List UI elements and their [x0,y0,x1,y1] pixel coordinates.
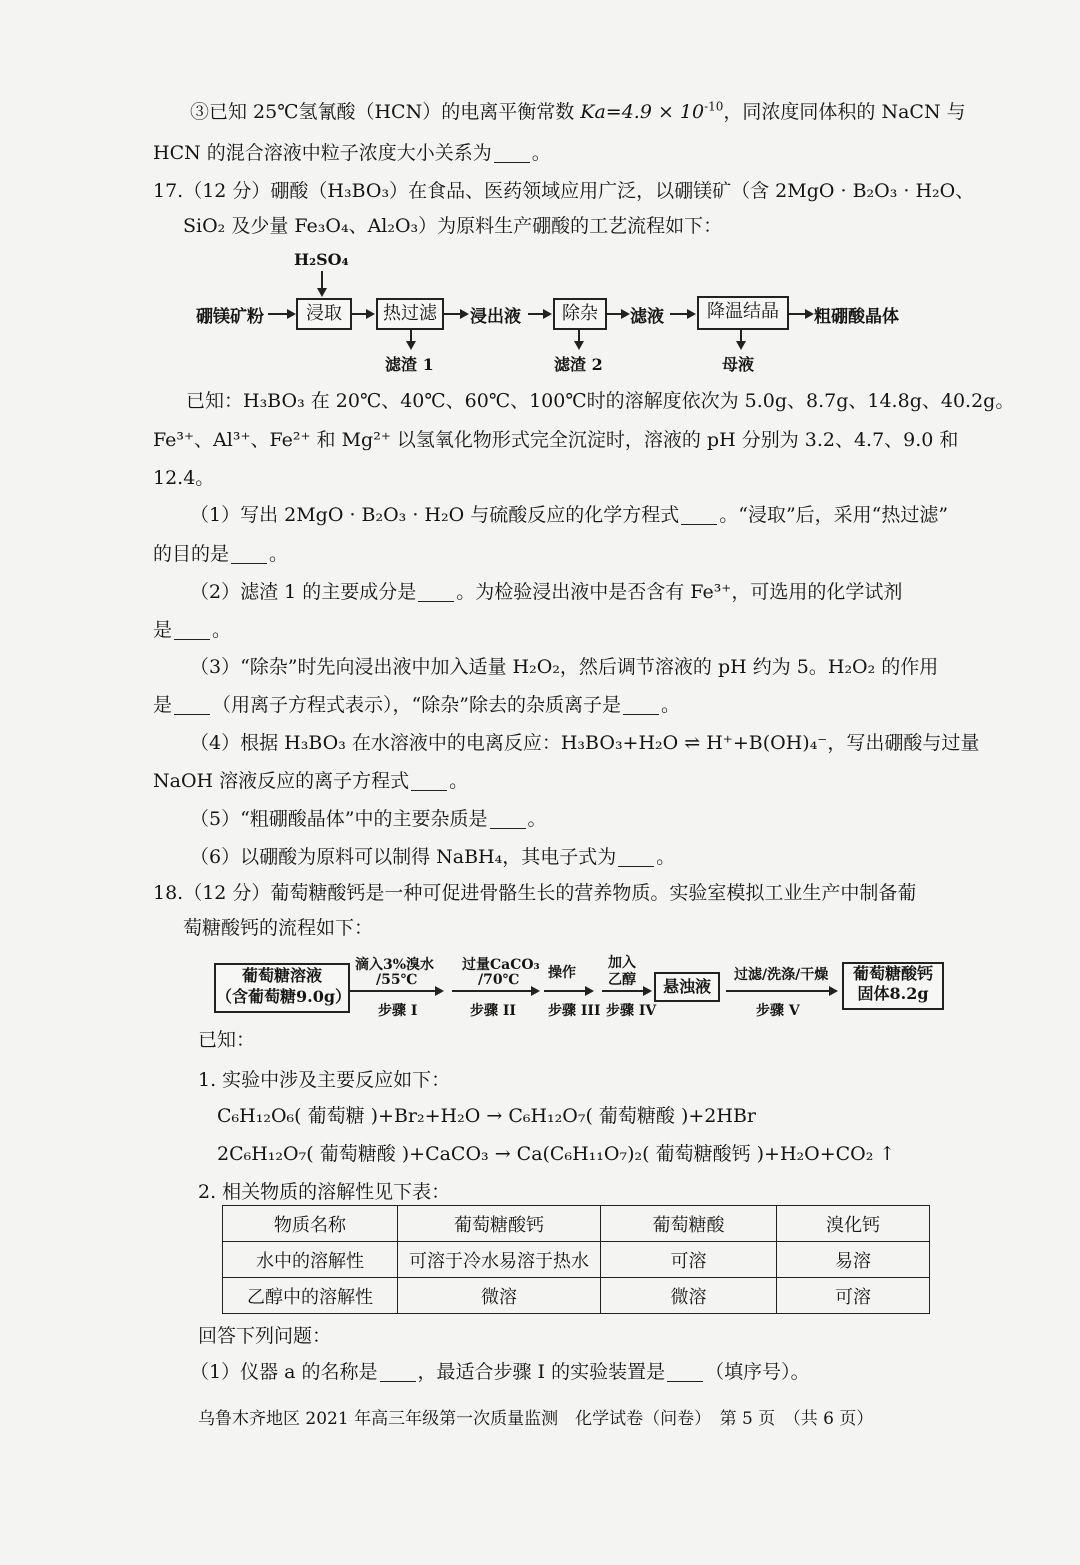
answer-blank[interactable] [681,504,717,525]
flow-box-purify: 除杂 [553,298,607,330]
flow-leachate: 浸出液 [470,307,521,327]
answer-blank[interactable] [667,1361,703,1382]
flow-box-crystallize: 降温结晶 [697,296,789,330]
step1-condition: 滴入3%溴水 [355,957,435,973]
q17-intro-line2: SiO₂ 及少量 Fe₃O₄、Al₂O₃）为原料生产硼酸的工艺流程如下： [183,215,723,237]
q17-known-2: Fe³⁺、Al³⁺、Fe²⁺ 和 Mg²⁺ 以氢氧化物形式完全沉淀时，溶液的 pH 分别为 3.2、4.7、9.0 和 [153,429,959,451]
flow-arrow-2 [351,313,373,315]
step4-condition: 加入 [608,955,636,971]
step4-label: 步骤 IV [606,1003,657,1019]
q17-intro-line1: 17.（12 分）硼酸（H₃BO₃）在食品、医药领域应用广泛，以硼镁矿（含 2MgO · B₂O₃ · H₂O、 [153,180,975,202]
ka-exponent: -10 [704,99,724,114]
table-header-cell: 葡萄糖酸钙 [398,1206,601,1242]
q17-p3-text: 是 [153,694,173,716]
flow-arrow-5 [606,313,628,315]
answer-blank[interactable] [174,694,210,715]
flow-arrow-1 [268,313,294,315]
q18-equation-2: 2C₆H₁₂O₇( 葡萄糖酸 )+CaCO₃ → Ca(C₆H₁₁O₇)₂( 葡萄糖酸钙 )+H₂O+CO₂ ↑ [217,1143,896,1165]
flow-residue-2: 滤渣 2 [554,355,603,374]
table-row [223,1242,930,1278]
q17-part6 [190,843,675,871]
period: 。 [660,694,680,716]
flow-end-product: 粗硼酸晶体 [814,307,899,327]
step5-label: 步骤 V [756,1003,800,1019]
solubility-table [222,1205,930,1314]
q18-known: 已知： [198,1029,256,1051]
flow-arrow-6 [670,313,694,315]
q18-p1-text2: ，最适合步骤 I 的实验装置是 [417,1361,666,1383]
q17-part2-line1 [190,578,902,606]
flow-box-hot-filter: 热过滤 [376,298,444,330]
q17-known-1: 已知：H₃BO₃ 在 20℃、40℃、60℃、100℃时的溶解度依次为 5.0g、8.7g、14.8g、40.2g。 [186,390,1015,412]
q17-p6-text: （6）以硼酸为原料可以制得 NaBH₄，其电子式为 [190,846,617,868]
q17-part5 [190,805,547,833]
q17-p5-text: （5）“粗硼酸晶体”中的主要杂质是 [190,808,488,830]
step3-condition: 操作 [548,965,576,981]
q17-p4-text: NaOH 溶液反应的离子方程式 [153,770,410,792]
answer-blank[interactable] [494,142,530,163]
table-header-row [223,1206,930,1242]
q17-p3-text2: （用离子方程式表示），“除杂”除去的杂质离子是 [212,694,621,716]
q18-answer-prompt: 回答下列问题： [198,1325,332,1347]
q17-p2-text2: 。为检验浸出液中是否含有 Fe³⁺，可选用的化学试剂 [456,581,903,603]
table-header-cell: 葡萄糖酸 [601,1206,777,1242]
answer-blank[interactable] [623,694,659,715]
q16-line2 [153,139,551,167]
table-cell: 可溶 [601,1242,777,1278]
answer-blank[interactable] [490,808,526,829]
q18-known-1: 1. 实验中涉及主要反应如下： [198,1069,451,1091]
period: 。 [269,543,289,565]
q17-part1-line2 [153,540,288,568]
q17-part3-line2 [153,691,680,719]
answer-blank[interactable] [411,770,447,791]
q17-part4-line2 [153,767,468,795]
step5-arrow [726,990,836,992]
table-cell: 可溶 [777,1278,930,1314]
step1-label: 步骤 I [378,1003,418,1019]
q18-intro-line2: 萄糖酸钙的流程如下： [183,917,374,939]
step2-label: 步骤 II [470,1003,516,1019]
q17-part4-line1: （4）根据 H₃BO₃ 在水溶液中的电离反应：H₃BO₃+H₂O ⇌ H⁺+B(OH)₄⁻，写出硼酸与过量 [190,732,980,754]
page-footer: 乌鲁木齐地区 2021 年高三年级第一次质量监测 化学试卷（问卷） 第 5 页 （共 6 页） [198,1409,874,1429]
step2-arrow [452,990,538,992]
q18-intro-line1: 18.（12 分）葡萄糖酸钙是一种可促进骨骼生长的营养物质。实验室模拟工业生产中制备葡 [153,882,917,904]
mother-liquor-arrow [740,328,742,348]
q16-line1 [190,98,966,126]
answer-blank[interactable] [231,543,267,564]
period: 。 [527,808,547,830]
reagent-h2so4: H₂SO₄ [294,250,349,269]
table-cell: 水中的溶解性 [223,1242,398,1278]
product-label: 葡萄糖酸钙 [852,964,933,983]
product-amount: 固体8.2g [857,984,929,1003]
q17-part2-line2 [153,616,231,644]
q17-part1-line1 [190,501,948,529]
period: 。 [531,142,551,164]
table-cell: 易溶 [777,1242,930,1278]
q17-p1-text: （1）写出 2MgO · B₂O₃ · H₂O 与硫酸反应的化学方程式 [190,504,680,526]
residue2-arrow [578,328,580,348]
flow-arrow-3 [443,313,467,315]
flow-arrow-7 [788,313,812,315]
q17-p1-text2: 。“浸取”后，采用“热过滤” [719,504,949,526]
step3-label: 步骤 III [548,1003,601,1019]
table-cell: 可溶于冷水易溶于热水 [398,1242,601,1278]
glucose-label: 葡萄糖溶液 [241,966,322,985]
q16-line2-text: HCN 的混合溶液中粒子浓度大小关系为 [153,142,492,164]
reagent-arrow [321,271,323,295]
period: 。 [656,846,676,868]
q16-text-end: ，同浓度同体积的 NaCN 与 [723,101,966,123]
step2-condition: 过量CaCO₃ [462,957,540,973]
flow-box-suspension: 悬浊液 [654,972,720,1002]
flow-filtrate: 滤液 [630,307,664,327]
q18-known-2: 2. 相关物质的溶解性见下表： [198,1181,451,1203]
table-cell: 微溶 [601,1278,777,1314]
answer-blank[interactable] [618,846,654,867]
flow-start: 硼镁矿粉 [196,307,264,327]
glucose-amount: （含葡萄糖9.0g） [216,987,352,1006]
q17-part3-line1: （3）“除杂”时先向浸出液中加入适量 H₂O₂，然后调节溶液的 pH 约为 5。H₂O₂ 的作用 [190,656,939,678]
q18-p1-text3: （填序号）。 [705,1361,810,1383]
table-cell: 微溶 [398,1278,601,1314]
flow-mother-liquor: 母液 [722,355,755,374]
period: 。 [212,619,232,641]
answer-blank[interactable] [380,1361,416,1382]
q17-p2-text: （2）滤渣 1 的主要成分是 [190,581,417,603]
ka-value: Ka=4.9 × 10 [580,101,705,123]
table-header-cell: 物质名称 [223,1206,398,1242]
q18-part1 [190,1358,810,1386]
answer-blank[interactable] [174,619,210,640]
q16-text: ③已知 25℃氢氰酸（HCN）的电离平衡常数 [190,101,581,123]
q17-p1-text3: 的目的是 [153,543,230,565]
q18-equation-1: C₆H₁₂O₆( 葡萄糖 )+Br₂+H₂O → C₆H₁₂O₇( 葡萄糖酸 )+2HBr [217,1105,756,1127]
step4-arrow [602,990,650,992]
step3-arrow [544,990,592,992]
table-row [223,1278,930,1314]
step1-arrow [350,990,442,992]
residue1-arrow [410,328,412,348]
table-header-cell: 溴化钙 [777,1206,930,1242]
answer-blank[interactable] [418,581,454,602]
table-cell: 乙醇中的溶解性 [223,1278,398,1314]
flow-box-leach: 浸取 [296,298,352,330]
step5-condition: 过滤/洗涤/干燥 [734,967,829,983]
q18-p1-text: （1）仪器 a 的名称是 [190,1361,378,1383]
q17-known-3: 12.4。 [153,467,215,489]
flow-residue-1: 滤渣 1 [385,355,434,374]
step2-temp: /70℃ [478,972,520,988]
flow-box-glucose [214,963,350,1013]
flow-arrow-4 [528,313,550,315]
flow-box-product [842,962,944,1010]
step1-temp: /55℃ [376,972,418,988]
q17-p2-text3: 是 [153,619,173,641]
period: 。 [449,770,469,792]
step4-reagent: 乙醇 [608,972,636,988]
